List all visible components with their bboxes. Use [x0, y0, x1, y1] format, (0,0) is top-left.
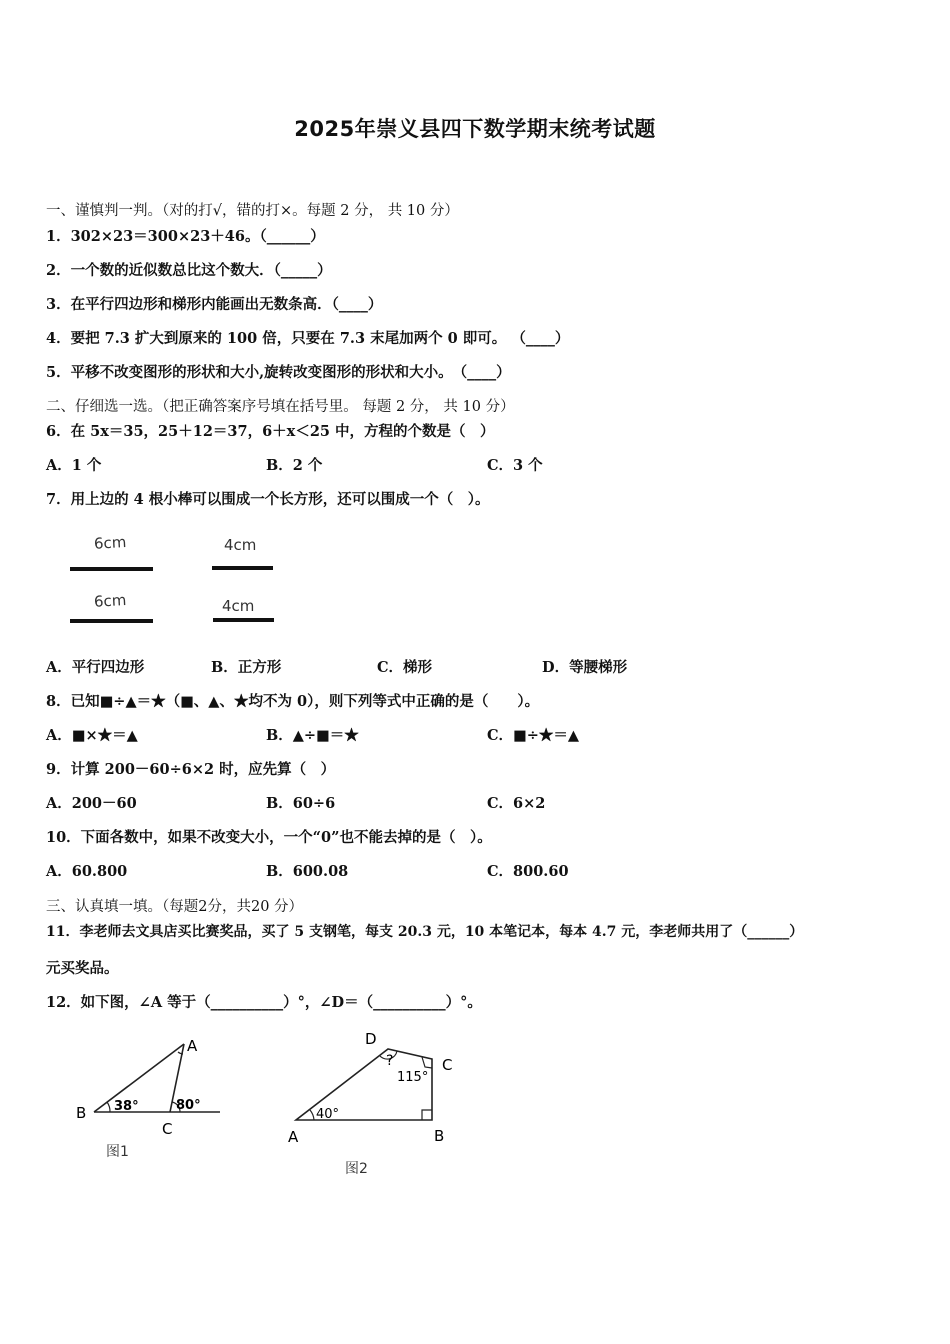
question-9: 9．计算 200－60÷6×2 时，应先算（ ） — [46, 761, 336, 778]
stick-label-1: 6cm — [93, 533, 127, 553]
page-title: 2025年崇义县四下数学期末统考试题 — [294, 117, 656, 141]
section-heading-3: 三、认真填一填。（每题2分，共20 分） — [46, 899, 304, 915]
q9-option-a: A．200－60 — [46, 795, 137, 812]
question-1: 1．302×23＝300×23＋46。（______） — [46, 228, 325, 245]
q10-option-b: B．600.08 — [266, 863, 349, 880]
fig1-label-c: C — [162, 1120, 173, 1138]
q9-option-c: C．6×2 — [487, 795, 546, 812]
fig1-label-b: B — [76, 1104, 87, 1122]
q8-option-c: C．■÷★＝▲ — [487, 727, 580, 744]
fig2-right-angle-b — [422, 1110, 432, 1120]
fig1-angle-c: 80° — [176, 1098, 201, 1113]
question-7: 7．用上边的 4 根小棒可以围成一个长方形，还可以围成一个（ ）。 — [46, 491, 490, 508]
q6-option-b: B．2 个 — [266, 457, 323, 474]
fig1-angle-b: 38° — [114, 1099, 139, 1114]
q10-option-c: C．800.60 — [487, 863, 569, 880]
fig2-angle-a: 40° — [316, 1107, 340, 1122]
fig2-angle-c: 115° — [397, 1070, 429, 1085]
fig1-caption: 图1 — [106, 1144, 129, 1160]
fig1-label-a: A — [187, 1037, 198, 1055]
q10-option-a: A．60.800 — [46, 863, 128, 880]
fig2-caption: 图2 — [345, 1161, 368, 1177]
figure-1 — [70, 1030, 240, 1170]
q8-option-b: B．▲÷■＝★ — [266, 727, 359, 744]
fig1-arc-b — [107, 1102, 110, 1112]
question-12: 12．如下图，∠A 等于（__________）°，∠D＝（__________）°。 — [46, 994, 482, 1011]
q7-option-a: A．平行四边形 — [46, 659, 145, 676]
q7-option-b: B．正方形 — [211, 659, 282, 676]
question-2: 2．一个数的近似数总比这个数大．（_____） — [46, 262, 332, 279]
fig2-label-c: C — [442, 1056, 453, 1074]
q8-option-a: A．■×★＝▲ — [46, 727, 138, 744]
q7-option-c: C．梯形 — [377, 659, 433, 676]
fig2-arc-a — [310, 1110, 314, 1120]
question-4: 4．要把 7.3 扩大到原来的 100 倍，只要在 7.3 末尾加两个 0 即可。 （____） — [46, 330, 570, 347]
q9-option-b: B．60÷6 — [266, 795, 336, 812]
question-10: 10．下面各数中，如果不改变大小，一个“0”也不能去掉的是（ ）。 — [46, 829, 492, 846]
question-8: 8．已知■÷▲＝★（■、▲、★均不为 0），则下列等式中正确的是（ ）。 — [46, 693, 540, 710]
stick-label-2: 4cm — [224, 536, 257, 554]
question-3: 3．在平行四边形和梯形内能画出无数条高．（____） — [46, 296, 383, 313]
q6-option-c: C．3 个 — [487, 457, 543, 474]
sticks-figure — [60, 525, 300, 635]
q7-option-d: D．等腰梯形 — [542, 659, 628, 676]
question-6: 6．在 5x＝35，25＋12＝37，6＋x＜25 中，方程的个数是（ ） — [46, 423, 495, 440]
q6-option-a: A．1 个 — [46, 457, 102, 474]
section-heading-2: 二、仔细选一选。（把正确答案序号填在括号里。 每题 2 分， 共 10 分） — [46, 399, 515, 415]
fig2-label-d: D — [365, 1030, 377, 1048]
fig2-label-b: B — [434, 1127, 445, 1145]
stick-label-4: 4cm — [222, 597, 255, 615]
stick-label-3: 6cm — [93, 591, 127, 611]
fig2-angle-d: ? — [386, 1053, 394, 1069]
question-11-line-2: 元买奖品。 — [46, 960, 119, 977]
figure-2 — [280, 1025, 480, 1180]
fig2-label-a: A — [288, 1128, 299, 1146]
question-5: 5．平移不改变图形的形状和大小,旋转改变图形的形状和大小。 （____） — [46, 364, 511, 381]
section-heading-1: 一、谨慎判一判。（对的打√，错的打×。每题 2 分， 共 10 分） — [46, 203, 459, 219]
question-11-line-1: 11．李老师去文具店买比赛奖品，买了 5 支钢笔，每支 20.3 元，10 本笔记本，每本 4.7 元，李老师共用了（______） — [46, 924, 804, 940]
